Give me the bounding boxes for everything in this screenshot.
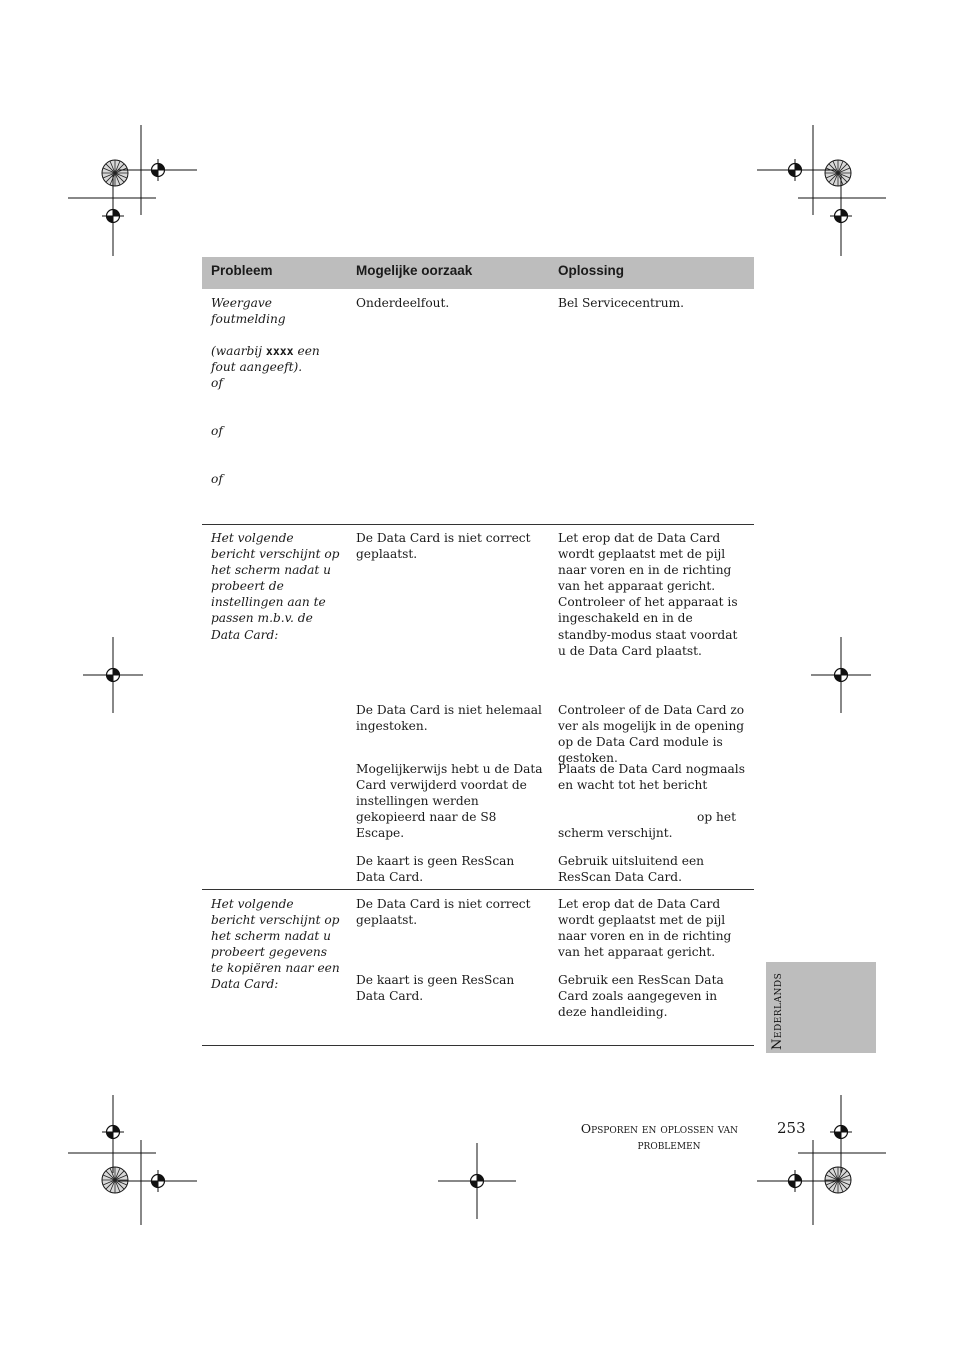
crop-mark-icon	[68, 125, 886, 1225]
header-problem: Probleem	[211, 263, 273, 278]
row3-problem: Het volgende bericht verschijnt op het scherm nadat u probeert gegevens te kopiëren naar een Data Card:	[211, 897, 340, 992]
header-cause: Mogelijke oorzaak	[356, 263, 473, 278]
page-number: 253	[777, 1119, 806, 1137]
starburst-target-icon	[825, 1167, 851, 1193]
row2-solution-4: Gebruik uitsluitend een ResScan Data Card.	[558, 854, 705, 885]
row3-cause-1: De Data Card is niet correct geplaatst.	[356, 897, 531, 928]
row1-solution: Bel Servicecentrum.	[558, 296, 685, 310]
row2-solution-3-b: op het	[697, 810, 736, 824]
row1-note-code: xxxx	[265, 344, 294, 358]
row3-solution-1: Let erop dat de Data Card wordt geplaatst met de pijl naar voren en in de richting van het apparaat gericht.	[558, 897, 732, 960]
row2-cause-4: De kaart is geen ResScan Data Card.	[356, 854, 515, 885]
row3-solution-2: Gebruik een ResScan Data Card zoals aangegeven in deze handleiding.	[558, 973, 724, 1020]
row2-cause-2: De Data Card is niet helemaal ingestoken.	[356, 703, 542, 734]
footer-title-line2: problemen	[637, 1137, 701, 1152]
row1-problem-label: Weergave foutmelding	[211, 296, 286, 327]
row2-solution-1: Let erop dat de Data Card wordt geplaatst met de pijl naar voren en in de richting van het apparaat gericht. Controleer of het apparaat is ingeschakeld en in de standby-modus staat voordat u de Data Card plaatst.	[558, 531, 738, 658]
row2-cause-1: De Data Card is niet correct geplaatst.	[356, 531, 531, 562]
row2-solution-3-a: Plaats de Data Card nogmaals en wacht tot het bericht	[558, 762, 745, 793]
side-tab-label: Nederlands	[770, 972, 785, 1050]
row2-solution-2: Controleer of de Data Card zo ver als mogelijk in de opening op de Data Card module is gestoken.	[558, 703, 745, 766]
row2-problem: Het volgende bericht verschijnt op het scherm nadat u probeert de instellingen aan te passen m.b.v. de Data Card:	[211, 531, 340, 642]
header-solution: Oplossing	[558, 263, 625, 278]
row1-cause: Onderdeelfout.	[356, 296, 450, 310]
footer-title-line1: Opsporen en oplossen van	[580, 1121, 738, 1136]
row1-or-2: of	[211, 424, 223, 438]
row1-note-prefix: (waarbij	[211, 344, 266, 358]
starburst-target-icon	[102, 1167, 128, 1193]
starburst-target-icon	[102, 160, 128, 186]
row1-or-1: of	[211, 376, 223, 390]
row2-cause-3: Mogelijkerwijs hebt u de Data Card verwijderd voordat de instellingen werden gekopieerd naar de S8 Escape.	[356, 762, 543, 841]
row1-or-3: of	[211, 472, 223, 486]
starburst-target-icon	[825, 160, 851, 186]
row3-cause-2: De kaart is geen ResScan Data Card.	[356, 973, 515, 1004]
row1-note-suffix: een fout aangeeft).	[211, 344, 320, 375]
row2-solution-3-c: scherm verschijnt.	[558, 826, 673, 840]
